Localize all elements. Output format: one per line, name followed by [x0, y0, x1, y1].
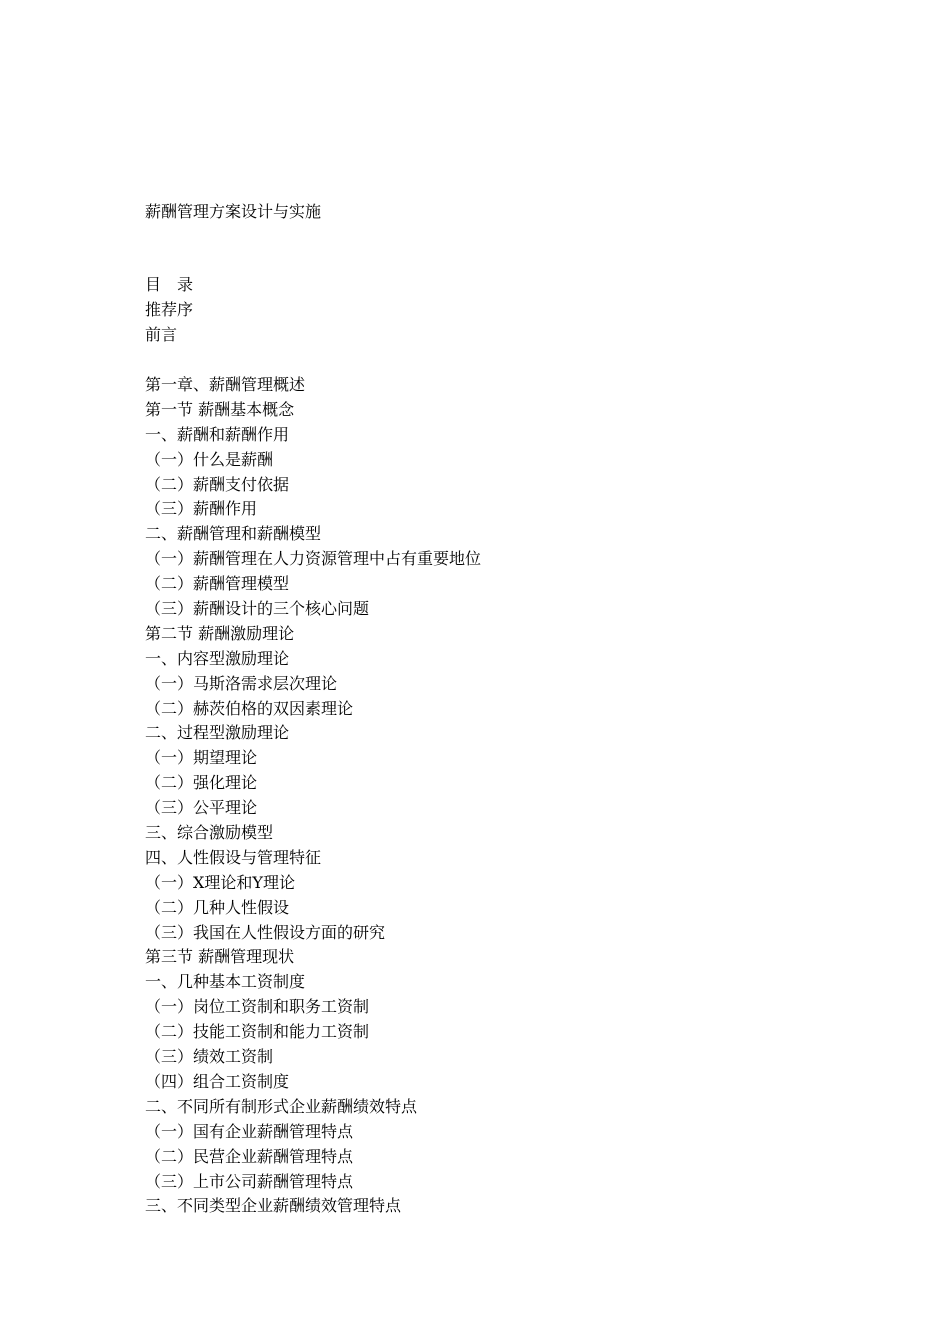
- toc-entry: （二）技能工资制和能力工资制: [145, 1022, 370, 1042]
- front-matter-item: 目 录: [145, 275, 194, 294]
- front-matter-item: 推荐序: [145, 299, 194, 319]
- front-matter-item: 前言: [145, 324, 178, 344]
- toc-entry: （二）强化理论: [145, 773, 258, 793]
- toc-entry: 一、几种基本工资制度: [145, 972, 306, 992]
- toc-entry: （一）国有企业薪酬管理特点: [145, 1121, 354, 1141]
- toc-entry: 一、内容型激励理论: [145, 648, 290, 668]
- toc-entry: （三）薪酬设计的三个核心问题: [145, 599, 370, 619]
- toc-entry: （二）几种人性假设: [145, 897, 290, 917]
- toc-entry: （三）上市公司薪酬管理特点: [145, 1171, 354, 1191]
- toc-entry: 三、综合激励模型: [145, 823, 274, 843]
- toc-entry: 第二节 薪酬激励理论: [145, 623, 295, 643]
- toc-entry: （三）公平理论: [145, 798, 258, 818]
- toc-entry: 第一节 薪酬基本概念: [145, 399, 295, 419]
- toc-entry: （三）薪酬作用: [145, 499, 258, 519]
- toc-entry: （三）绩效工资制: [145, 1047, 274, 1067]
- toc-entry: 二、不同所有制形式企业薪酬绩效特点: [145, 1096, 418, 1116]
- toc-entry: 二、过程型激励理论: [145, 723, 290, 743]
- toc-entry: （二）赫茨伯格的双因素理论: [145, 698, 354, 718]
- document-title: 薪酬管理方案设计与实施: [145, 202, 322, 221]
- toc-entry: 一、薪酬和薪酬作用: [145, 424, 290, 444]
- table-of-contents: [145, 373, 481, 1219]
- toc-entry: （一）薪酬管理在人力资源管理中占有重要地位: [145, 549, 482, 569]
- toc-entry: （二）薪酬管理模型: [145, 574, 290, 594]
- toc-entry: （二）民营企业薪酬管理特点: [145, 1146, 354, 1166]
- toc-entry: 第三节 薪酬管理现状: [145, 947, 295, 967]
- toc-entry: 四、人性假设与管理特征: [145, 847, 322, 867]
- toc-entry: （一）岗位工资制和职务工资制: [145, 997, 370, 1017]
- toc-entry: （四）组合工资制度: [145, 1071, 290, 1091]
- toc-entry: （一）马斯洛需求层次理论: [145, 673, 338, 693]
- toc-entry: 第一章、薪酬管理概述: [145, 375, 306, 394]
- toc-entry: 三、不同类型企业薪酬绩效管理特点: [145, 1196, 402, 1216]
- toc-entry: （一）X理论和Y理论: [145, 872, 295, 892]
- toc-entry: （一）什么是薪酬: [145, 449, 274, 469]
- front-matter-list: [145, 273, 193, 348]
- toc-entry: （一）期望理论: [145, 748, 258, 768]
- toc-entry: （二）薪酬支付依据: [145, 474, 290, 494]
- toc-entry: 二、薪酬管理和薪酬模型: [145, 524, 322, 544]
- toc-entry: （三）我国在人性假设方面的研究: [145, 922, 386, 942]
